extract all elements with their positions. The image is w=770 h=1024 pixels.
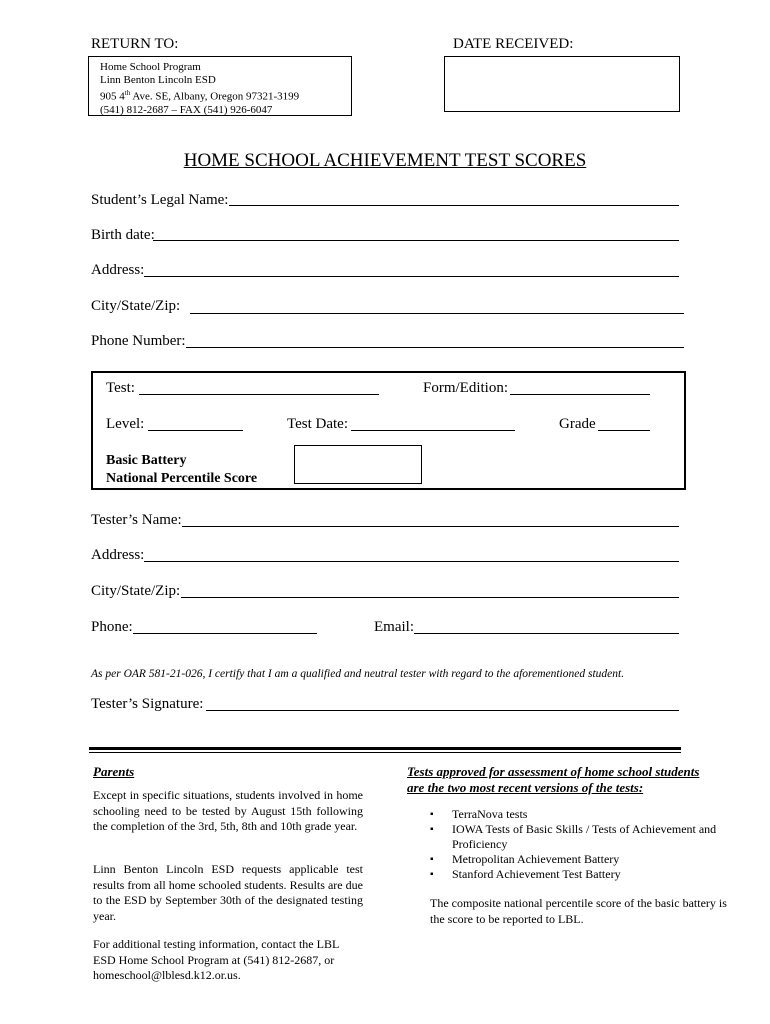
address-line-4: (541) 812-2687 – FAX (541) 926-6047 bbox=[100, 103, 273, 116]
student-legal-name-label: Student’s Legal Name: bbox=[91, 192, 229, 208]
form-edition-field[interactable] bbox=[510, 394, 650, 395]
tester-address-field[interactable] bbox=[144, 561, 679, 562]
grade-field[interactable] bbox=[598, 430, 650, 431]
date-received-label: DATE RECEIVED: bbox=[453, 36, 574, 52]
tester-email-label: Email: bbox=[374, 619, 414, 635]
tester-phone-label: Phone: bbox=[91, 619, 133, 635]
percentile-score-box[interactable] bbox=[294, 445, 422, 484]
student-address-field[interactable] bbox=[144, 276, 679, 277]
tester-signature-field[interactable] bbox=[206, 710, 679, 711]
list-item: ▪ Stanford Achievement Test Battery bbox=[430, 867, 730, 882]
level-label: Level: bbox=[106, 416, 145, 432]
test-date-label: Test Date: bbox=[287, 416, 349, 432]
tester-address-label: Address: bbox=[91, 547, 145, 563]
address-line-1: Home School Program bbox=[100, 61, 201, 73]
student-legal-name-field[interactable] bbox=[229, 205, 679, 206]
test-info-box bbox=[91, 371, 686, 490]
tester-city-state-zip-field[interactable] bbox=[181, 597, 679, 598]
page-title: HOME SCHOOL ACHIEVEMENT TEST SCORES bbox=[183, 150, 587, 171]
tester-phone-field[interactable] bbox=[133, 633, 317, 634]
birth-date-label: Birth date: bbox=[91, 227, 155, 243]
list-item: ▪ Metropolitan Achievement Battery bbox=[430, 852, 730, 867]
certification-statement: As per OAR 581-21-026, I certify that I am a qualified and neutral tester with regard to the aforementioned student. bbox=[91, 668, 625, 680]
address-line-2: Linn Benton Lincoln ESD bbox=[100, 74, 216, 86]
section-divider-thin bbox=[89, 752, 681, 753]
approved-tests-list bbox=[430, 807, 730, 882]
approved-tests-heading: Tests approved for assessment of home school students are the two most recent versions of the tests: bbox=[407, 764, 700, 795]
tester-name-field[interactable] bbox=[182, 526, 679, 527]
list-item: ▪ IOWA Tests of Basic Skills / Tests of Achievement and Proficiency bbox=[430, 822, 730, 852]
return-to-label: RETURN TO: bbox=[91, 36, 179, 52]
parents-heading: Parents bbox=[93, 764, 135, 779]
tester-city-state-zip-label: City/State/Zip: bbox=[91, 583, 181, 599]
student-address-label: Address: bbox=[91, 262, 145, 278]
birth-date-field[interactable] bbox=[153, 240, 679, 241]
list-item: ▪ TerraNova tests bbox=[430, 807, 730, 822]
address-line-3: 905 4th Ave. SE, Albany, Oregon 97321-3199 bbox=[100, 89, 300, 103]
student-city-state-zip-label: City/State/Zip: bbox=[91, 298, 181, 314]
level-field[interactable] bbox=[148, 430, 243, 431]
parents-paragraph-3: For additional testing information, contact the LBL ESD Home School Program at (541) 812-2687, or homeschool@lblesd.k12.or.us. bbox=[93, 937, 339, 982]
date-received-box[interactable] bbox=[444, 56, 680, 112]
test-field[interactable] bbox=[139, 394, 379, 395]
student-city-state-zip-field[interactable] bbox=[190, 313, 684, 314]
return-address-box bbox=[88, 56, 352, 116]
tester-email-field[interactable] bbox=[414, 633, 679, 634]
test-date-field[interactable] bbox=[351, 430, 515, 431]
form-edition-label: Form/Edition: bbox=[423, 380, 509, 396]
tester-name-label: Tester’s Name: bbox=[91, 512, 182, 528]
parents-paragraph-1: Except in specific situations, students involved in home schooling need to be tested by August 15th following the completion of the 3rd, 5th, 8th and 10th grade year. bbox=[93, 788, 363, 833]
parents-paragraph-2: Linn Benton Lincoln ESD requests applicable test results from all home schooled students. Results are due to the ESD by September 30th of the designated testing year. bbox=[93, 862, 363, 923]
student-phone-label: Phone Number: bbox=[91, 333, 186, 349]
tester-signature-label: Tester’s Signature: bbox=[91, 696, 204, 712]
composite-score-note: The composite national percentile score of the basic battery is the score to be reported to LBL. bbox=[430, 896, 727, 926]
score-label: Basic Battery National Percentile Score bbox=[106, 453, 258, 486]
student-phone-field[interactable] bbox=[186, 347, 684, 348]
section-divider bbox=[89, 747, 681, 750]
test-label: Test: bbox=[106, 380, 135, 396]
grade-label: Grade bbox=[559, 416, 596, 432]
